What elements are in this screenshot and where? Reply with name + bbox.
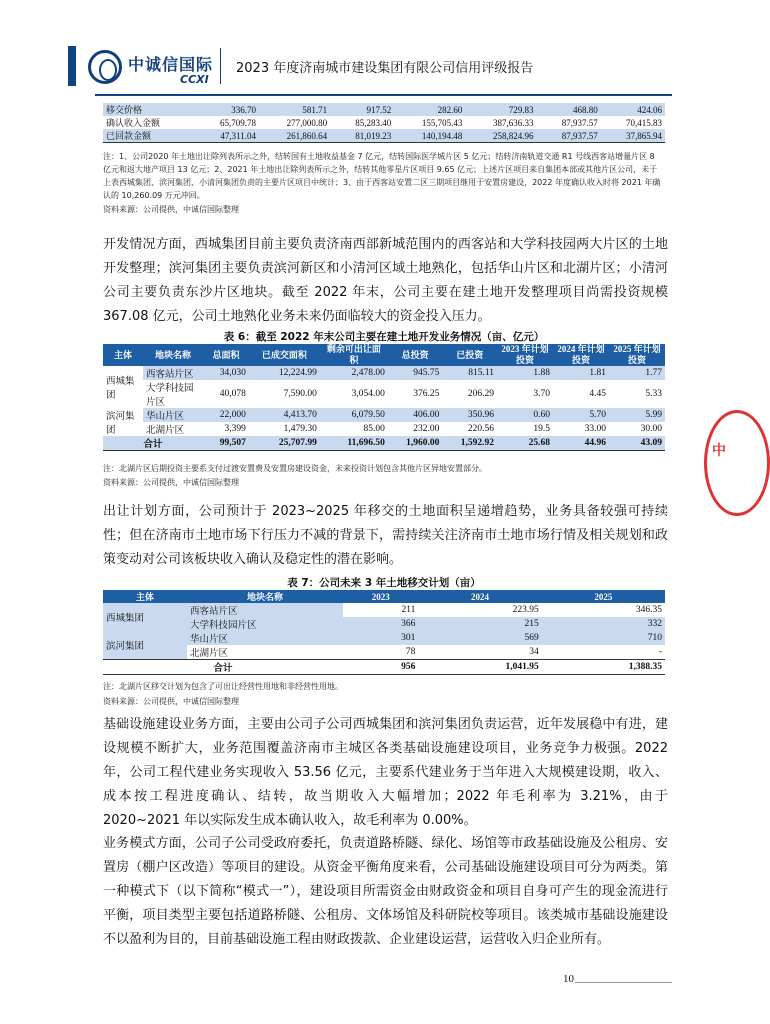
table-cell: 468.80 bbox=[536, 103, 600, 116]
table-cell: 917.52 bbox=[330, 103, 394, 116]
table-cell: 5.33 bbox=[645, 389, 662, 399]
column-header: 2023 年计划投资 bbox=[497, 344, 553, 366]
total-row bbox=[103, 436, 665, 451]
table7-source: 资料来源：公司提供，中诚信国际整理 bbox=[103, 697, 239, 706]
table-cell: 211 bbox=[401, 605, 416, 615]
column-header: 总面积 bbox=[203, 344, 249, 366]
logo-chinese-text: 中诚信国际 bbox=[128, 55, 214, 74]
table-cell: 3.70 bbox=[533, 389, 550, 399]
column-header: 地块名称 bbox=[143, 344, 203, 366]
logo-mark-icon bbox=[88, 50, 122, 84]
table-cell: 70,415.83 bbox=[626, 117, 662, 128]
land-development-table bbox=[103, 344, 665, 451]
entity-cell: 西城集团 bbox=[103, 366, 143, 408]
plot-name-cell: 西客站片区 bbox=[187, 603, 343, 617]
column-header: 主体 bbox=[103, 590, 187, 603]
table-cell: 956 bbox=[343, 660, 418, 675]
row-label: 已回款金额 bbox=[103, 129, 195, 143]
table-row bbox=[103, 129, 665, 143]
table-cell: 206.29 bbox=[467, 389, 494, 399]
table-cell: 25,707.99 bbox=[249, 436, 320, 451]
top-table-source: 资料来源：公司提供，中诚信国际整理 bbox=[103, 205, 239, 214]
table-cell: 1.88 bbox=[497, 366, 553, 380]
table-cell: 1,388.35 bbox=[542, 660, 665, 675]
table-cell: 1,041.95 bbox=[418, 660, 541, 675]
table-cell: 81,019.23 bbox=[330, 129, 394, 143]
table-header-row bbox=[103, 590, 665, 603]
page-number-rule bbox=[575, 982, 672, 983]
table-cell: 65,709.78 bbox=[219, 117, 256, 128]
table-cell: 1.77 bbox=[609, 366, 665, 380]
table-cell: 4,413.70 bbox=[249, 408, 320, 422]
plot-name-cell: 西客站片区 bbox=[143, 366, 203, 380]
table-cell: 569 bbox=[418, 631, 541, 645]
table-cell: 1,479.30 bbox=[283, 424, 317, 434]
table-cell: 99,507 bbox=[203, 436, 249, 451]
table-cell: 332 bbox=[542, 617, 665, 631]
entity-cell: 滨河集团 bbox=[103, 408, 143, 436]
total-label: 合计 bbox=[103, 436, 203, 451]
table-cell: 87,937.57 bbox=[561, 117, 598, 128]
column-header: 总投资 bbox=[388, 344, 443, 366]
table-cell: 729.83 bbox=[465, 103, 536, 116]
table-cell: 376.25 bbox=[413, 389, 440, 399]
table-cell: 424.06 bbox=[601, 103, 665, 116]
table-row bbox=[103, 645, 665, 660]
table-row bbox=[103, 366, 665, 380]
table-cell: - bbox=[658, 647, 662, 657]
table7-note: 注：北湖片区移交计划为包含了可出让经营性用地和非经营性用地。 bbox=[103, 682, 343, 691]
ccxi-logo bbox=[84, 46, 224, 90]
page-number: 10 bbox=[563, 973, 574, 985]
table-cell: 387,636.33 bbox=[492, 117, 534, 128]
table-cell: 44.96 bbox=[553, 436, 609, 451]
table-row bbox=[103, 422, 665, 436]
plot-name-cell: 北湖片区 bbox=[146, 426, 185, 436]
table-cell: 85.00 bbox=[363, 424, 385, 434]
report-title: 2023 年度济南城市建设集团有限公司信用评级报告 bbox=[236, 61, 534, 76]
plot-name-cell: 华山片区 bbox=[143, 408, 203, 422]
column-header: 主体 bbox=[103, 344, 143, 366]
header-rule bbox=[95, 94, 672, 96]
paragraph-development: 开发情况方面，西城集团目前主要负责济南西部新城范围内的西客站和大学科技园两大片区的土地开发整理；滨河集团主要负责滨河新区和小清河区域土地熟化，包括华山片区和北湖片区；小清河公司主要负责东沙片区地块。截至 2022 年末，公司主要在建土地开发整理项目尚需投资规模 367.08 亿元，公司土地熟化业务未来仍面临较大的资金投入压力。 bbox=[103, 237, 668, 324]
table-cell: 7,590.00 bbox=[283, 389, 317, 399]
table-cell: 37,865.94 bbox=[601, 129, 665, 143]
table-cell: 155,705.43 bbox=[421, 117, 463, 128]
table-cell: 277,000.80 bbox=[286, 117, 328, 128]
table-cell: 22,000 bbox=[203, 408, 249, 422]
table-cell: 34 bbox=[529, 647, 539, 657]
table-cell: 945.75 bbox=[388, 366, 443, 380]
table-cell: 232.00 bbox=[413, 424, 440, 434]
table-cell: 581.71 bbox=[259, 103, 330, 116]
table-row bbox=[103, 617, 665, 631]
table-cell: 220.56 bbox=[467, 424, 494, 434]
paragraph-transfer-plan: 出让计划方面，公司预计于 2023~2025 年移交的土地面积呈递增趋势，业务具备较强可持续性；但在济南市土地市场下行压力不减的背景下，需持续关注济南市土地市场行情及相关规划和政策变动对公司该板块收入确认及稳定性的潜在影响。 bbox=[103, 504, 668, 567]
table6-caption: 表 6：截至 2022 年末公司主要在建土地开发业务情况（亩、亿元） bbox=[223, 331, 545, 343]
table-cell: 350.96 bbox=[442, 408, 497, 422]
table6-source: 资料来源：公司提供，中诚信国际整理 bbox=[103, 478, 239, 487]
table-cell: 815.11 bbox=[442, 366, 497, 380]
table-cell: 25.68 bbox=[497, 436, 553, 451]
table-cell: 336.70 bbox=[195, 103, 259, 116]
plot-name-cell: 华山片区 bbox=[187, 631, 343, 645]
table-cell: 215 bbox=[418, 617, 541, 631]
table-cell: 366 bbox=[343, 617, 418, 631]
table-cell: 140,194.48 bbox=[394, 129, 465, 143]
table-cell: 1.81 bbox=[553, 366, 609, 380]
column-header: 2023 bbox=[343, 590, 418, 603]
table-cell: 5.70 bbox=[553, 408, 609, 422]
column-header: 已投资 bbox=[442, 344, 497, 366]
table-cell: 34,030 bbox=[203, 366, 249, 380]
column-header: 2024 bbox=[418, 590, 541, 603]
table-cell: 85,283.40 bbox=[355, 117, 392, 128]
column-header: 剩余可出让面积 bbox=[320, 344, 388, 366]
table-cell: 1,960.00 bbox=[388, 436, 443, 451]
table-row bbox=[103, 631, 665, 645]
table-cell: 3,054.00 bbox=[351, 389, 385, 399]
table-cell: 4.45 bbox=[589, 389, 606, 399]
row-label: 移交价格 bbox=[103, 103, 195, 116]
paragraph-business-model: 业务模式方面，公司子公司受政府委托，负责道路桥隧、绿化、场馆等市政基础设施及公租房、安置房（棚户区改造）等项目的建设。从资金平衡角度来看，公司基础设施建设项目可分为两类。第一种模式下（以下简称“模式一”），建设项目所需资金由财政资金和项目自身可产生的现金流进行平衡，项目类型主要包括道路桥隧、公租房、文体场馆及科研院校等项目。该类城市基础设施建设不以盈利为目的，目前基础设施工程由财政拨款、企业建设运营，运营收入归企业所有。 bbox=[103, 836, 668, 947]
table-cell: 6,079.50 bbox=[320, 408, 388, 422]
table-cell: 5.99 bbox=[609, 408, 665, 422]
seal-text: 中 bbox=[712, 443, 726, 459]
table-cell: 47,311.04 bbox=[195, 129, 259, 143]
land-transfer-plan-table bbox=[103, 590, 665, 675]
table-cell: 1,592.92 bbox=[442, 436, 497, 451]
table-cell: 11,696.50 bbox=[320, 436, 388, 451]
table-cell: 33.00 bbox=[584, 424, 606, 434]
table-row bbox=[103, 380, 665, 408]
table6-note: 注：北湖片区后期投资主要系支付过渡安置费及安置房建设资金，未来投资计划包含其他片区异地安置部分。 bbox=[103, 464, 487, 473]
column-header: 地块名称 bbox=[187, 590, 343, 603]
plot-name-cell: 北湖片区 bbox=[190, 649, 229, 659]
table-cell: 261,860.64 bbox=[259, 129, 330, 143]
column-header: 2025 年计划投资 bbox=[609, 344, 665, 366]
company-seal bbox=[704, 410, 770, 516]
table-row bbox=[103, 103, 665, 116]
table-cell: 223.95 bbox=[512, 605, 539, 615]
table-cell: 258,824.96 bbox=[465, 129, 536, 143]
entity-cell: 西城集团 bbox=[103, 603, 187, 631]
table-cell: 87,937.57 bbox=[536, 129, 600, 143]
table-cell: 19.5 bbox=[533, 424, 550, 434]
row-label: 确认收入金额 bbox=[106, 118, 161, 128]
table-cell: 0.60 bbox=[497, 408, 553, 422]
entity-cell: 滨河集团 bbox=[103, 631, 187, 660]
logo-english-text: CCXI bbox=[180, 73, 209, 86]
land-transfer-table bbox=[103, 103, 665, 143]
total-row bbox=[103, 660, 665, 675]
top-table-note: 注：1、公司2020 年土地出让除列表所示之外，结转国有土地收益基金 7 亿元，结转国际医学城片区 5 亿元；结转济南轨道交通 R1 号线西客站增量片区 8 亿元和返大地产项目 13 亿元；2、2021 年土地出让除列表所示之外，结转其他零星片区项目 9.65 亿元；上述片区项目来自集团本部或其他片区公司，未于上表西城集团、滨河集团、小清河集团负责的主要片区项目中统计；3、由于西客站安置二区三期项目继用于安置房建设，2022 年度确认收入时将 2021 年确认的 10,260.09 万元冲回。 bbox=[103, 152, 661, 200]
table-cell: 2,478.00 bbox=[320, 366, 388, 380]
table-cell: 282.60 bbox=[394, 103, 465, 116]
table-cell: 346.35 bbox=[635, 605, 662, 615]
table-cell: 30.00 bbox=[640, 424, 662, 434]
table-cell: 40,078 bbox=[219, 389, 246, 399]
column-header: 2025 bbox=[542, 590, 665, 603]
table-header-row bbox=[103, 344, 665, 366]
table-cell: 710 bbox=[542, 631, 665, 645]
table-cell: 43.09 bbox=[609, 436, 665, 451]
paragraph-infrastructure: 基础设施建设业务方面，主要由公司子公司西城集团和滨河集团负责运营，近年发展稳中有进，建设规模不断扩大，业务范围覆盖济南市主城区各类基础设施建设项目，业务竞争力极强。2022 年，公司工程代建业务实现收入 53.56 亿元，主要系代建业务于当年进入大规模建设期，收入、成本按工程进度确认、结转，故当期收入大幅增加；2022 年毛利率为 3.21%，由于 2020~2021 年以实际发生成本确认收入，故毛利率为 0.00%。 bbox=[103, 717, 668, 828]
plot-name-cell: 大学科技园片区 bbox=[146, 384, 194, 408]
header-divider bbox=[220, 48, 221, 84]
table-cell: 301 bbox=[343, 631, 418, 645]
table-cell: 3,399 bbox=[224, 424, 246, 434]
table-cell: 78 bbox=[405, 647, 416, 657]
total-label: 合计 bbox=[103, 660, 343, 675]
table-row bbox=[103, 603, 665, 617]
table-row bbox=[103, 116, 665, 129]
column-header: 2024 年计划投资 bbox=[553, 344, 609, 366]
table7-caption: 表 7：公司未来 3 年土地移交计划（亩） bbox=[287, 577, 481, 589]
table-cell: 406.00 bbox=[388, 408, 443, 422]
table-cell: 12,224.99 bbox=[249, 366, 320, 380]
header-accent-bar bbox=[68, 46, 76, 86]
column-header: 已成交面积 bbox=[249, 344, 320, 366]
page-header bbox=[0, 0, 724, 95]
table-row bbox=[103, 408, 665, 422]
plot-name-cell: 大学科技园片区 bbox=[187, 617, 343, 631]
